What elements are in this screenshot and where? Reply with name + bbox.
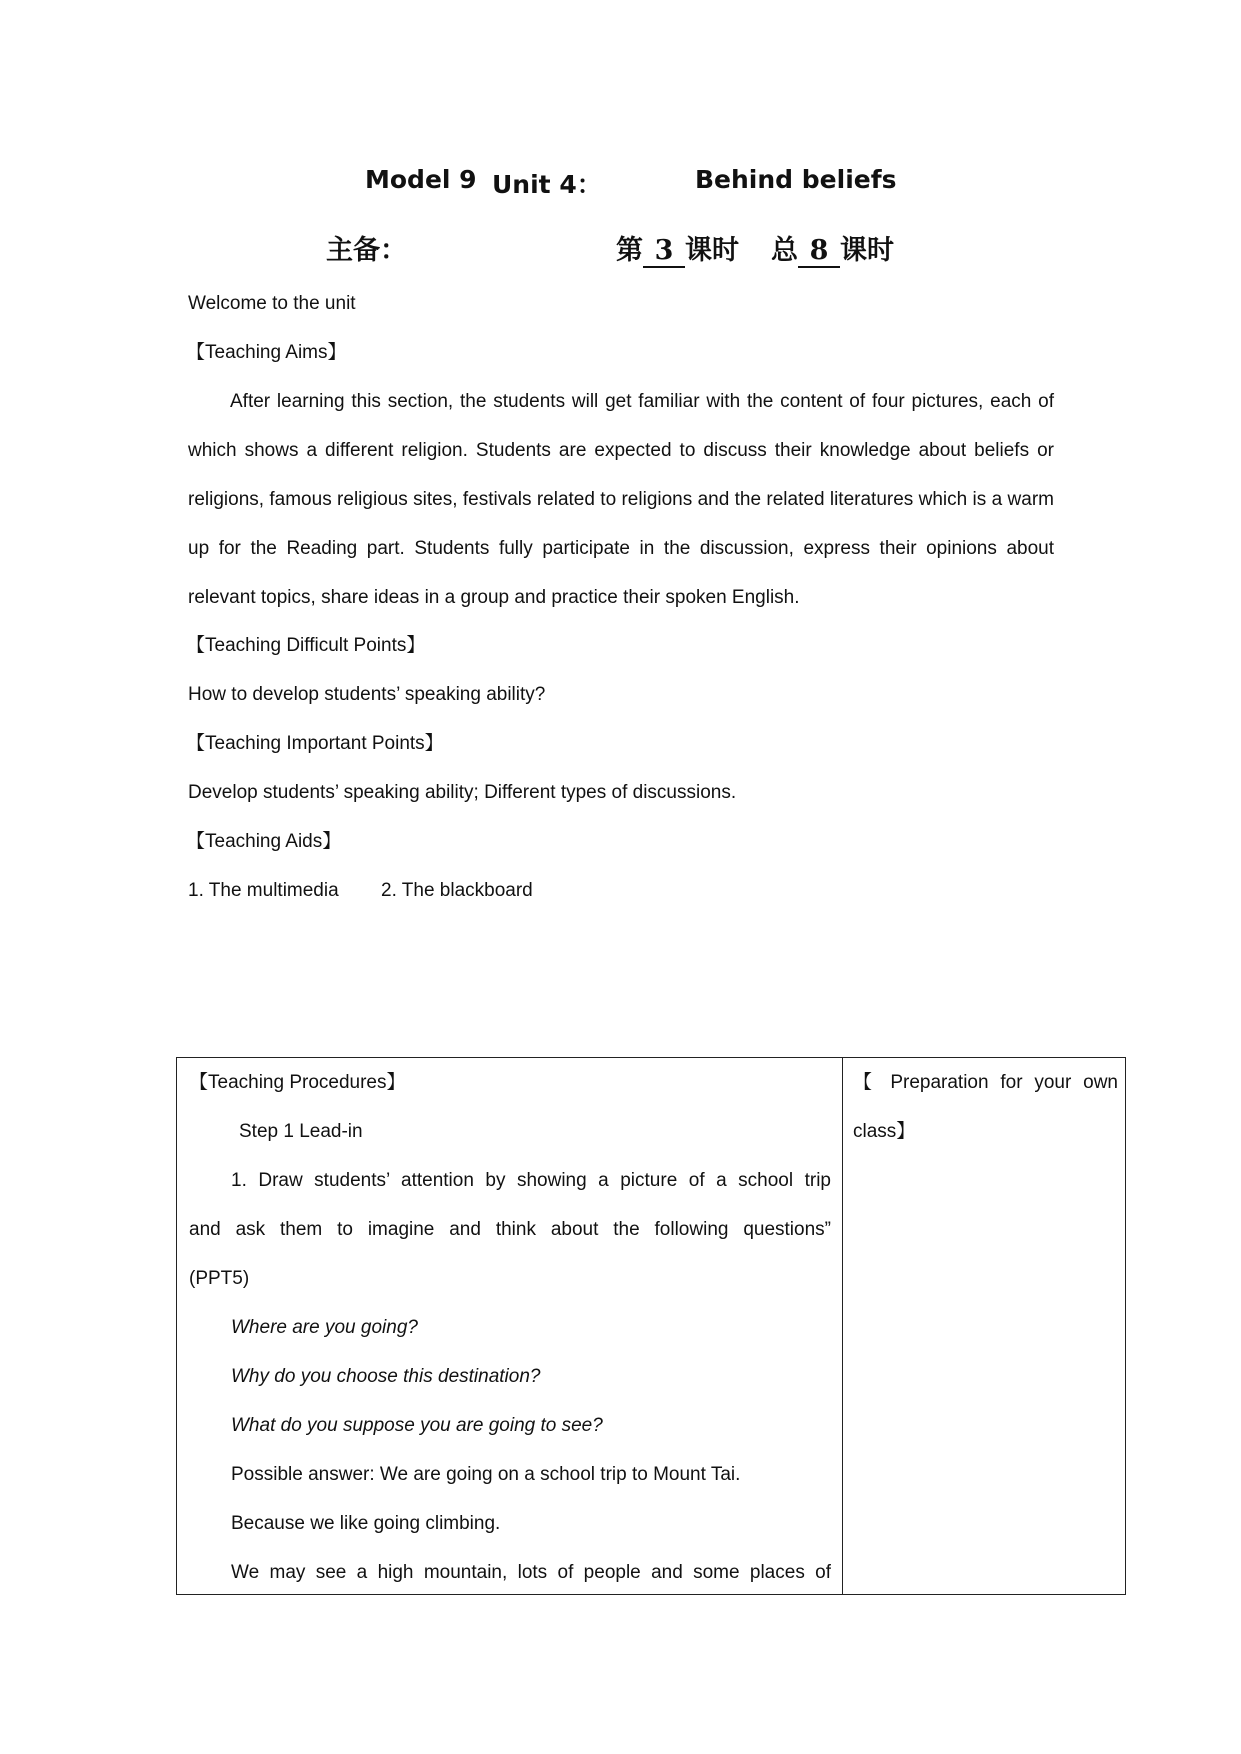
lesson-number: 3 xyxy=(643,236,685,268)
question-2 xyxy=(189,1352,831,1401)
procedures-table xyxy=(176,1057,1126,1595)
lesson-prefix: 第 xyxy=(616,235,643,266)
answer-1: Possible answer: We are going on a school trip to Mount Tai. xyxy=(231,1464,741,1485)
aids-item-1: 1. The multimedia xyxy=(188,880,339,901)
doc-topic: Behind beliefs xyxy=(695,165,897,194)
question-3 xyxy=(189,1401,831,1450)
question-1 xyxy=(189,1303,831,1352)
total-suffix: 课时 xyxy=(840,235,894,266)
difficult-heading: 【Teaching Difficult Points】 xyxy=(186,635,426,656)
answer-2: Because we like going climbing. xyxy=(231,1513,501,1534)
question-1-text: Where are you going? xyxy=(231,1317,418,1338)
aims-heading: 【Teaching Aims】 xyxy=(186,342,347,363)
table-divider xyxy=(842,1058,843,1594)
prepared-by-label: 主备： xyxy=(326,235,407,266)
aims-text: After learning this section, the students will get familiar with the content of four pictures, each of which shows a different religion. Students are expected to discuss their knowledge about beliefs or religions, famous religious sites, festivals related to religions and the related literatures which is a warm up for the Reading part. Students fully participate in the discussion, express their opinions about relevant topics, share ideas in a group and practice their spoken English. xyxy=(188,391,1054,608)
question-2-text: Why do you choose this destination? xyxy=(231,1366,541,1387)
procedures-heading: 【Teaching Procedures】 xyxy=(189,1072,406,1093)
doc-model: Model 9 xyxy=(365,165,477,194)
step-1-heading: Step 1 Lead-in xyxy=(239,1121,363,1142)
difficult-text: How to develop students’ speaking ability? xyxy=(188,684,546,705)
total-prefix: 总 xyxy=(771,235,798,266)
answer-3: We may see a high mountain, lots of people and some places of xyxy=(231,1562,831,1583)
intro-text: Welcome to the unit xyxy=(188,293,356,314)
step-1-item-line-1: 1. Draw students’ attention by showing a picture of a school trip xyxy=(231,1170,831,1191)
aids-item-2: 2. The blackboard xyxy=(381,880,533,901)
important-heading: 【Teaching Important Points】 xyxy=(186,733,444,754)
lesson-info xyxy=(616,228,894,268)
aids-heading: 【Teaching Aids】 xyxy=(186,831,342,852)
question-3-text: What do you suppose you are going to see? xyxy=(231,1415,603,1436)
procedures-cell xyxy=(189,1058,831,1594)
total-number: 8 xyxy=(798,236,840,268)
lesson-suffix: 课时 xyxy=(685,235,739,266)
step-1-item-line-2: and ask them to imagine and think about the following questions” xyxy=(189,1219,831,1240)
preparation-cell: 【 Preparation for your own class】 xyxy=(853,1072,1118,1142)
important-text: Develop students’ speaking ability; Different types of discussions. xyxy=(188,782,737,803)
step-1-item-line-3: (PPT5) xyxy=(189,1268,250,1289)
doc-unit: Unit 4： xyxy=(492,170,602,199)
